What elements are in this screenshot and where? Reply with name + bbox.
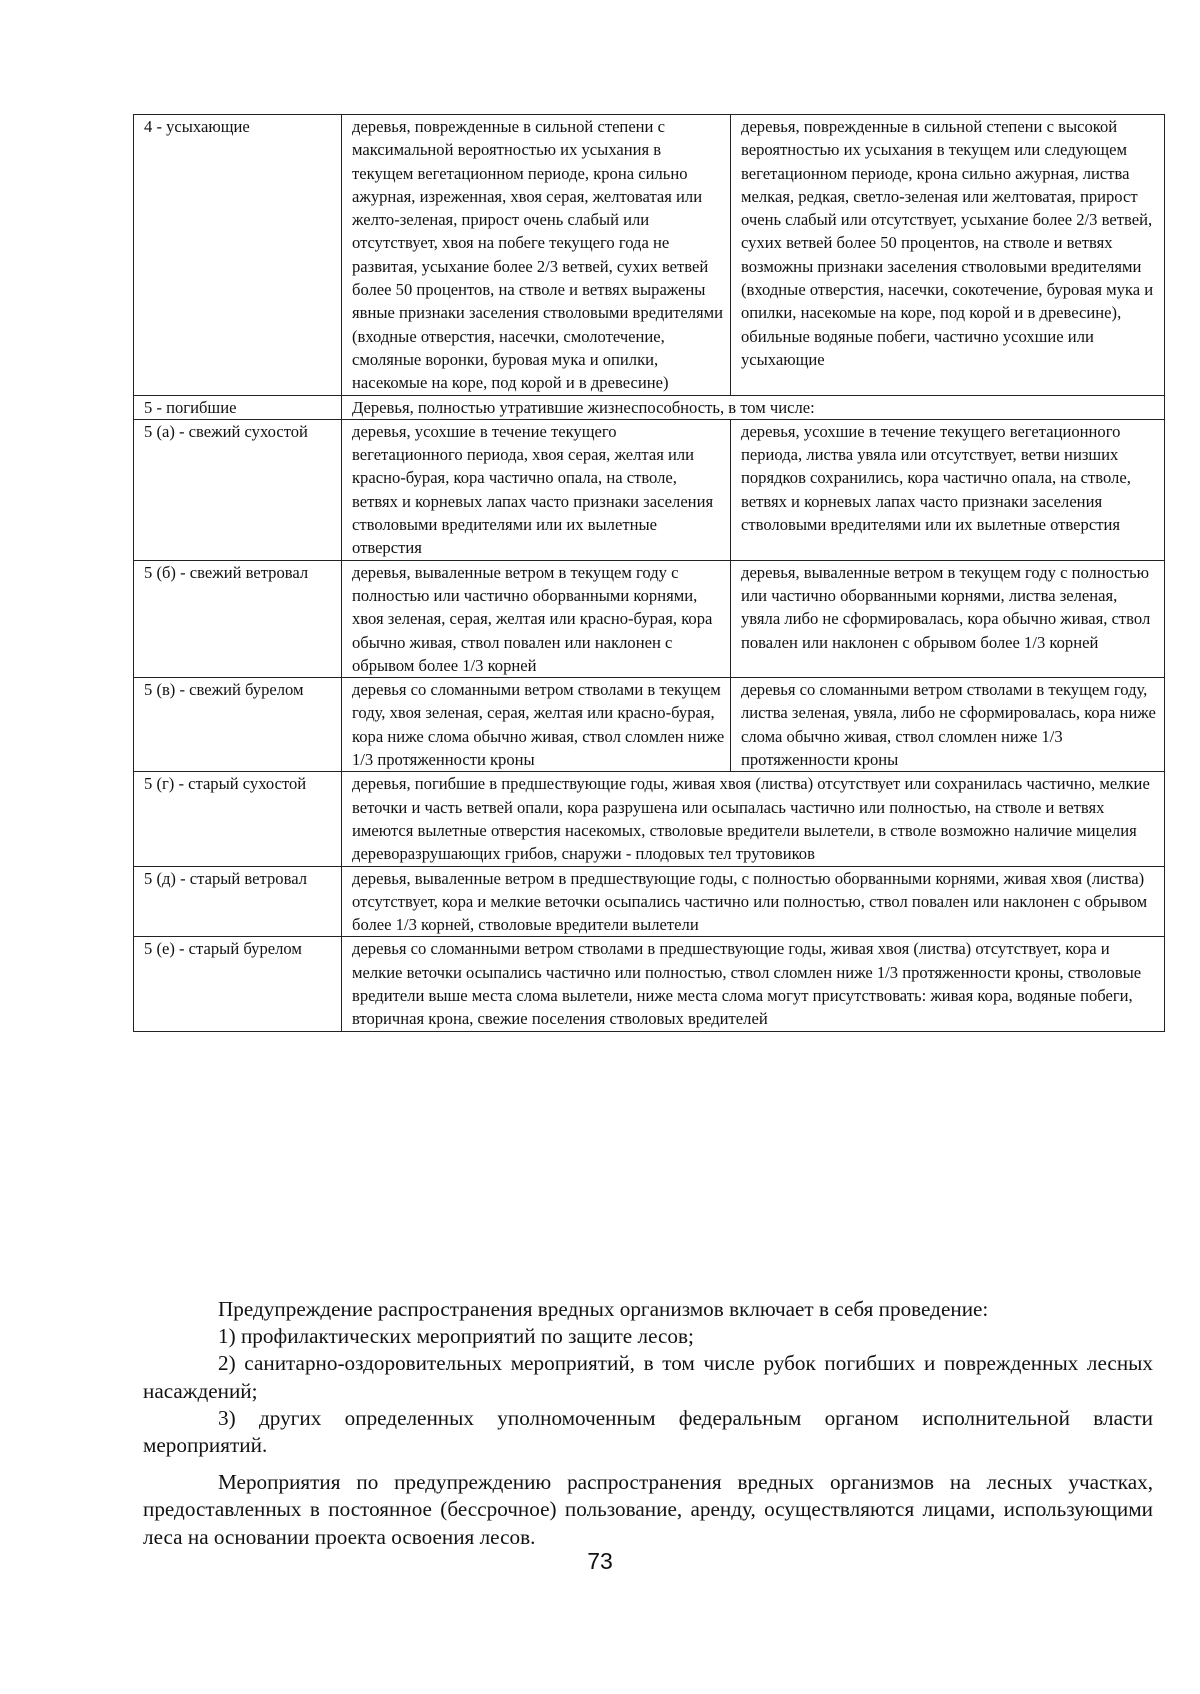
intro-paragraph: Предупреждение распространения вредных организмов включает в себя проведение: — [218, 1297, 989, 1321]
table-row — [134, 772, 1165, 866]
table-row — [134, 937, 1165, 1031]
category-cell: 5 (д) - старый ветровал — [134, 866, 342, 937]
tree-condition-table — [133, 114, 1165, 1032]
category-cell: 5 (е) - старый бурелом — [134, 937, 342, 1031]
conifer-description-cell: деревья со сломанными ветром стволами в текущем году, хвоя зеленая, серая, желтая или красно-бурая, кора ниже слома обычно живая, ствол сломлен ниже 1/3 протяженности кроны — [342, 678, 731, 772]
conifer-description-cell: деревья, вываленные ветром в текущем году с полностью или частично оборванными корнями, хвоя зеленая, серая, желтая или красно-бурая, кора обычно живая, ствол повален или наклонен с обрывом более 1/3 корней — [342, 560, 731, 677]
merged-description-cell: деревья со сломанными ветром стволами в предшествующие годы, живая хвоя (листва) отсутствует, кора и мелкие веточки осыпались частично или полностью, ствол сломлен ниже 1/3 протяженности кроны, стволовые вредители выше места слома вылетели, ниже места слома могут присутствовать: живая кора, водяные побеги, вторичная крона, свежие поселения стволовых вредителей — [342, 937, 1165, 1031]
category-cell: 5 (г) - старый сухостой — [134, 772, 342, 866]
body-text — [143, 1296, 1153, 1551]
merged-description-cell: деревья, погибшие в предшествующие годы, живая хвоя (листва) отсутствует или сохранилась частично, мелкие веточки и часть ветвей опали, кора разрушена или осыпалась частично или полностью, на стволе и ветвях имеются вылетные отверстия насекомых, стволовые вредители вылетели, в стволе возможно наличие мицелия дереворазрушающих грибов, снаружи - плодовых тел трутовиков — [342, 772, 1165, 866]
category-cell: 4 - усыхающие — [134, 115, 342, 396]
conifer-description-cell: деревья, усохшие в течение текущего вегетационного периода, хвоя серая, желтая или красно-бурая, кора частично опала, на стволе, ветвях и корневых лапах часто признаки заселения стволовыми вредителями или их вылетные отверстия — [342, 419, 731, 560]
category-cell: 5 (в) - свежий бурелом — [134, 678, 342, 772]
conifer-description-cell: деревья, поврежденные в сильной степени с максимальной вероятностью их усыхания в текущем вегетационном периоде, крона сильно ажурная, изреженная, хвоя серая, желтоватая или желто-зеленая, прирост очень слабый или отсутствует, хвоя на побеге текущего года не развитая, усыхание более 2/3 ветвей, сухих ветвей более 50 процентов, на стволе и ветвях выражены явные признаки заселения стволовыми вредителями (входные отверстия, насечки, смолотечение, смоляные воронки, буровая мука и опилки, насекомые на коре, под корой и в древесине) — [342, 115, 731, 396]
page-number: 73 — [587, 1548, 613, 1574]
list-item: 1) профилактических мероприятий по защите лесов; — [218, 1324, 694, 1349]
table-row — [134, 395, 1165, 419]
category-cell: 5 - погибшие — [134, 395, 342, 419]
table-row — [134, 866, 1165, 937]
category-cell: 5 (б) - свежий ветровал — [134, 560, 342, 677]
deciduous-description-cell: деревья, вываленные ветром в текущем году с полностью или частично оборванными корнями, листва зеленая, увяла либо не сформировалась, кора обычно живая, ствол повален или наклонен с обрывом более 1/3 корней — [731, 560, 1165, 677]
table-row — [134, 678, 1165, 772]
merged-description-cell: деревья, вываленные ветром в предшествующие годы, с полностью оборванными корнями, живая хвоя (листва) отсутствует, кора и мелкие веточки осыпались частично или полностью, ствол повален или наклонен с обрывом более 1/3 корней, стволовые вредители вылетели — [342, 866, 1165, 937]
deciduous-description-cell: деревья со сломанными ветром стволами в текущем году, листва зеленая, увяла, либо не сформировалась, кора ниже слома обычно живая, ствол сломлен ниже 1/3 протяженности кроны — [731, 678, 1165, 772]
merged-description-cell: Деревья, полностью утратившие жизнеспособность, в том числе: — [342, 395, 1165, 419]
closing-paragraph: Мероприятия по предупреждению распространения вредных организмов на лесных участках, предоставленных в постоянное (бессрочное) пользование, аренду, осуществляются лицами, использующими леса на основании проекта освоения лесов. — [143, 1470, 1153, 1549]
category-cell: 5 (а) - свежий сухостой — [134, 419, 342, 560]
deciduous-description-cell: деревья, усохшие в течение текущего вегетационного периода, листва увяла или отсутствует, ветви низших порядков сохранились, кора частично опала, на стволе, ветвях и корневых лапах часто признаки заселения стволовыми вредителями или их вылетные отверстия — [731, 419, 1165, 560]
table-row — [134, 560, 1165, 677]
list-item: 2) санитарно-оздоровительных мероприятий, в том числе рубок погибших и поврежденных лесных насаждений; — [143, 1351, 1153, 1403]
list-item: 3) других определенных уполномоченным федеральным органом исполнительной власти мероприятий. — [143, 1405, 1153, 1458]
table-row — [134, 419, 1165, 560]
deciduous-description-cell: деревья, поврежденные в сильной степени с высокой вероятностью их усыхания в текущем или следующем вегетационном периоде, крона сильно ажурная, листва мелкая, редкая, светло-зеленая или желтоватая, прирост очень слабый или отсутствует, усыхание более 2/3 ветвей, сухих ветвей более 50 процентов, на стволе и ветвях возможны признаки заселения стволовыми вредителями (входные отверстия, насечки, сокотечение, буровая мука и опилки, насекомые на коре, под корой и в древесине), обильные водяные побеги, частично усохшие или усыхающие — [731, 115, 1165, 396]
table-row — [134, 115, 1165, 396]
